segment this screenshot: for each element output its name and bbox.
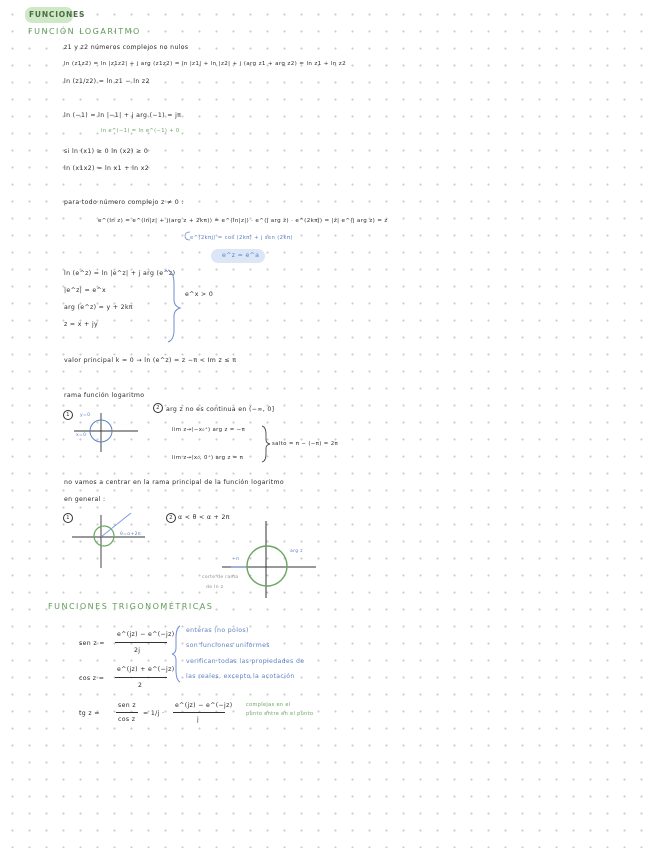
step-2-label: 2 bbox=[153, 403, 163, 413]
fraction-bar bbox=[173, 712, 225, 713]
section-title-trig: FUNCIONES TRIGONOMÉTRICAS bbox=[48, 602, 214, 611]
trig-note: verifican todas las propiedades de bbox=[186, 658, 305, 665]
fig-label: corte de rama bbox=[202, 575, 239, 580]
note-line: en general : bbox=[64, 496, 106, 503]
note-line: α < θ < α + 2π bbox=[178, 514, 230, 521]
fraction-bar bbox=[115, 677, 167, 678]
formula-numerator: e^(jz) − e^(−jz) bbox=[175, 702, 233, 709]
formula-label: sen z = bbox=[79, 640, 105, 647]
note-line: valor principal k = 0 → ln (e^z) = z −π < Im z ≤ π bbox=[64, 357, 237, 364]
note-line: z1 y z2 números complejos no nulos bbox=[64, 44, 189, 51]
formula-label: tg z = bbox=[79, 710, 100, 717]
note-aside: e^(2kπj) = cos (2kπ) + j sen (2kπ) bbox=[190, 235, 293, 241]
note-line: e^x > 0 bbox=[185, 291, 214, 298]
note-line: lim z→(−x₀⁺) arg z = −π bbox=[172, 427, 246, 433]
trig-note: las reales, excepto la acotación bbox=[186, 673, 295, 680]
note-line: si ln (x1) ≥ 0 ln (x2) ≥ 0 bbox=[64, 148, 149, 155]
note-line: ln (z1z2) = ln |z1z2| + j arg (z1z2) = ln |z1| + ln |z2| + j (arg z1 + arg z2) = ln z1 + ln z2 bbox=[64, 61, 346, 67]
formula-label: cos z = bbox=[79, 675, 105, 682]
note-line: salto = π − (−π) = 2π bbox=[272, 441, 339, 447]
fig-label: de ln z bbox=[206, 585, 224, 590]
step-1-label: 1 bbox=[63, 410, 73, 420]
step-1b-label: 1 bbox=[63, 513, 73, 523]
note-line: ln (x1x2) = ln x1 + ln x2 bbox=[64, 165, 150, 172]
fig-label: −π bbox=[232, 557, 240, 562]
note-line: rama función logaritmo bbox=[64, 392, 145, 399]
note-line: ln (−1) = ln |−1| + j arg (−1) = jπ bbox=[64, 112, 182, 119]
note-line: ln (e^z) = ln |e^z| + j arg (e^z) bbox=[64, 270, 176, 277]
trig-aside: complejas en el bbox=[246, 702, 291, 708]
step-2b-label: 2 bbox=[166, 513, 176, 523]
note-aside: ln e^(−1) = ln e^(−1) + 0 bbox=[101, 128, 180, 134]
formula-denominator: 2j bbox=[134, 647, 141, 654]
note-line: lim z→(x₀, 0⁺) arg z = π bbox=[172, 455, 244, 461]
fig-label: θ=α+2π bbox=[120, 532, 141, 537]
fig-label: arg z bbox=[290, 549, 303, 554]
trig-aside: punto entre en el punto bbox=[246, 711, 314, 717]
fig-label: y=0 bbox=[80, 413, 91, 418]
note-line: e^(ln z) = e^(ln|z| + j(arg z + 2kπ)) = e^(ln|z|) · e^(j arg z) · e^(2kπj) = |z| e^(j arg z) = z bbox=[98, 218, 388, 224]
formula-numerator: e^(jz) − e^(−jz) bbox=[117, 631, 175, 638]
formula-denominator: j bbox=[197, 716, 200, 723]
formula-operator: = 1/j · bbox=[143, 710, 165, 717]
trig-note: enteras (no polos) bbox=[186, 627, 249, 634]
note-line: arg z no es continua en (−∞, 0] bbox=[166, 406, 275, 413]
formula-numerator: e^(jz) + e^(−jz) bbox=[117, 666, 175, 673]
formula-numerator: sen z bbox=[118, 702, 136, 709]
note-line: z = x + jy bbox=[64, 321, 99, 328]
note-line: arg (e^z) = y + 2kπ bbox=[64, 304, 133, 311]
highlighted-formula: e^z = e^a bbox=[222, 252, 260, 259]
formula-denominator: cos z bbox=[118, 716, 136, 723]
trig-note: son funciones uniformes bbox=[186, 642, 270, 649]
section-title-logarithm: FUNCIÓN LOGARITMO bbox=[28, 27, 141, 36]
formula-denominator: 2 bbox=[138, 682, 143, 689]
fig-label: x=0 bbox=[76, 433, 87, 438]
note-line: |e^z| = e^x bbox=[64, 287, 107, 294]
fraction-bar bbox=[116, 712, 138, 713]
header-tag: FUNCIONES bbox=[29, 10, 86, 19]
note-line: no vamos a centrar en la rama principal de la función logaritmo bbox=[64, 479, 284, 486]
note-line: ln (z1/z2) = ln z1 − ln z2 bbox=[64, 78, 150, 85]
fraction-bar bbox=[115, 642, 167, 643]
note-line: para todo número complejo z ≠ 0 : bbox=[64, 199, 184, 206]
